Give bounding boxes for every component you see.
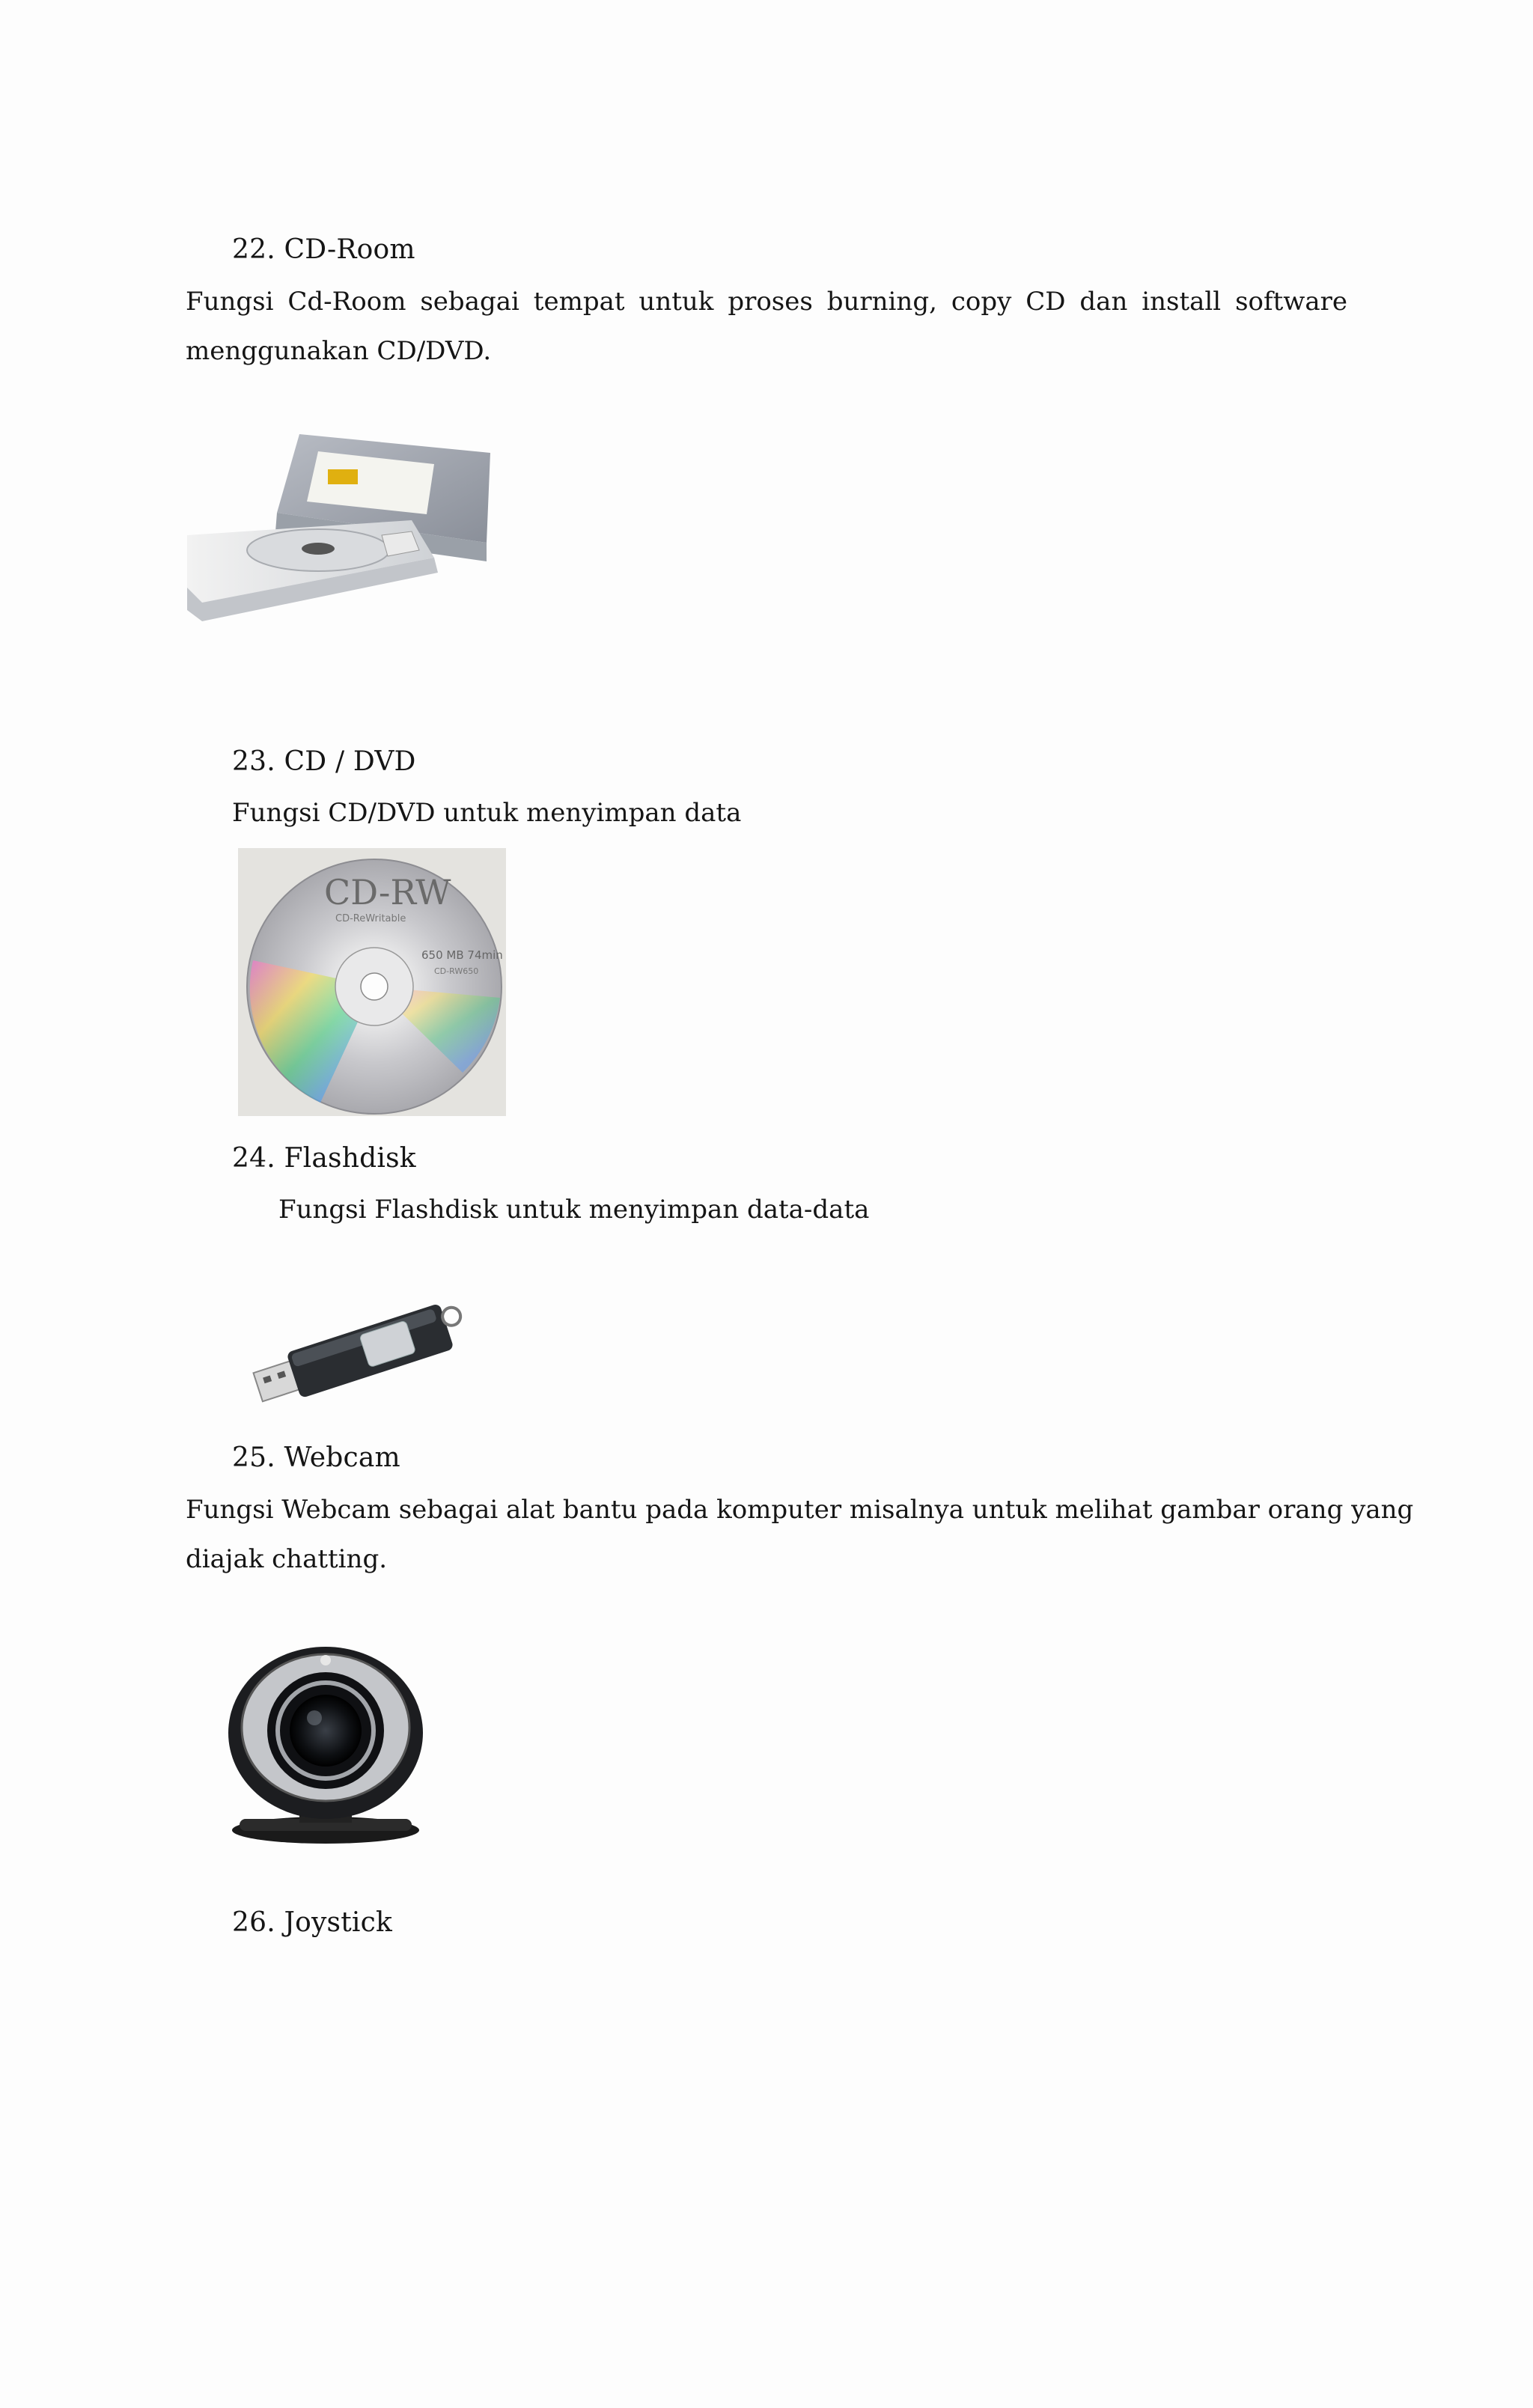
section-text-webcam (186, 1485, 1414, 1584)
webcam-image (225, 1639, 430, 1849)
disc-code: CD-RW650 (434, 966, 479, 976)
section-heading-cd-dvd: 23. CD / DVD (232, 746, 416, 777)
disc-capacity: 650 MB 74min (421, 948, 503, 962)
section-heading-cd-room: 22. CD-Room (232, 234, 415, 265)
cd-rom-drive-image (187, 430, 494, 625)
paragraph-line: diajak chatting. (186, 1544, 388, 1574)
section-heading-joystick: 26. Joystick (232, 1907, 392, 1938)
paragraph-line: Fungsi Cd-Room sebagai tempat untuk proses burning, copy CD dan install software (186, 287, 1347, 317)
disc-label: CD-RW (324, 872, 451, 912)
section-text-flashdisk: Fungsi Flashdisk untuk menyimpan data-data (278, 1195, 870, 1225)
disc-sublabel: CD-ReWritable (335, 913, 406, 924)
section-text-cd-room (186, 277, 1347, 376)
cd-rw-disc-image (238, 848, 506, 1116)
paragraph-line: Fungsi Webcam sebagai alat bantu pada komputer misalnya untuk melihat gambar orang yang (186, 1495, 1414, 1525)
usb-flashdisk-image (232, 1267, 472, 1431)
paragraph-line: menggunakan CD/DVD. (186, 336, 492, 366)
section-heading-webcam: 25. Webcam (232, 1442, 400, 1473)
section-text-cd-dvd: Fungsi CD/DVD untuk menyimpan data (232, 798, 742, 828)
section-heading-flashdisk: 24. Flashdisk (232, 1143, 416, 1174)
